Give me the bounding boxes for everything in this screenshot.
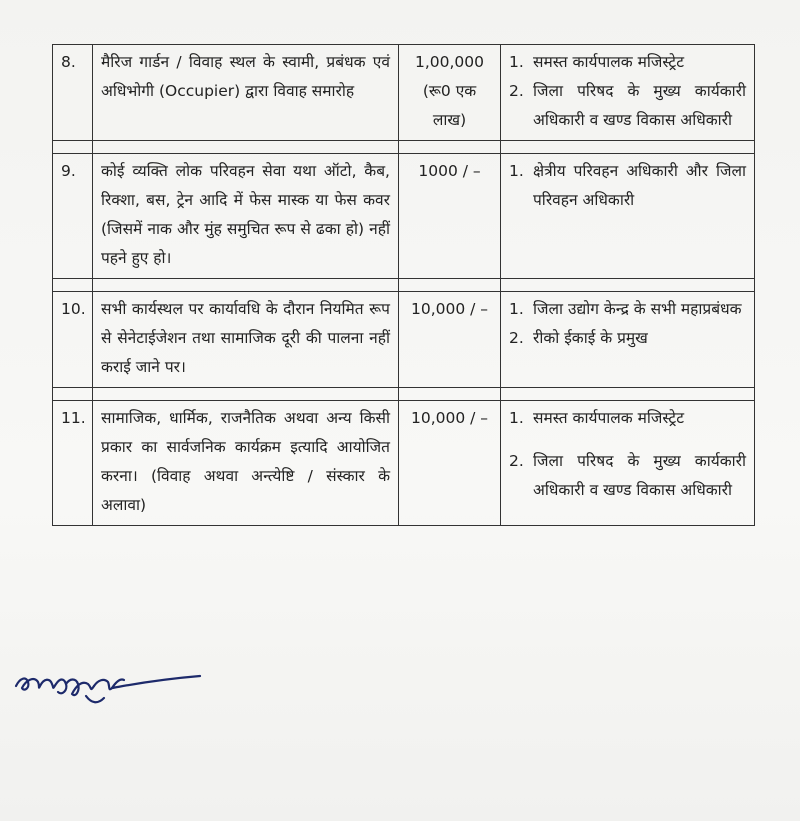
list-item	[509, 324, 746, 353]
penalty-amount: 10,000 / –	[399, 401, 501, 526]
authority-name: जिला परिषद के मुख्य कार्यकारी अधिकारी व खण्ड विकास अधिकारी	[533, 452, 746, 499]
list-item	[509, 404, 746, 433]
table-row	[53, 154, 755, 279]
table-row	[53, 45, 755, 141]
signature-stroke	[16, 676, 200, 702]
authority-cell	[501, 45, 755, 141]
list-item	[509, 157, 746, 215]
serial-number: 8.	[53, 45, 93, 141]
offence-description: सामाजिक, धार्मिक, राजनैतिक अथवा अन्य किसी प्रकार का सार्वजनिक कार्यक्रम इत्यादि आयोजित करना। (विवाह अथवा अन्त्येष्टि / संस्कार के अलावा)	[93, 401, 399, 526]
list-item	[509, 295, 746, 324]
authority-cell	[501, 154, 755, 279]
authority-name: समस्त कार्यपालक मजिस्ट्रेट	[533, 53, 685, 71]
authority-name: जिला उद्योग केन्द्र के सभी महाप्रबंधक	[533, 300, 742, 318]
authority-list	[509, 404, 746, 505]
offence-description: मैरिज गार्डन / विवाह स्थल के स्वामी, प्रबंधक एवं अधिभोगी (Occupier) द्वारा विवाह समारोह	[93, 45, 399, 141]
serial-number: 9.	[53, 154, 93, 279]
item-number: 2.	[509, 82, 524, 100]
penalty-amount: 1,00,000 (रू0 एक लाख)	[399, 45, 501, 141]
list-item	[509, 447, 746, 505]
serial-number: 10.	[53, 292, 93, 388]
row-separator	[53, 279, 93, 292]
authority-name: जिला परिषद के मुख्य कार्यकारी अधिकारी व खण्ड विकास अधिकारी	[533, 82, 746, 129]
authority-list	[509, 48, 746, 135]
authority-cell	[501, 292, 755, 388]
item-number: 1.	[509, 53, 524, 71]
table-row	[53, 401, 755, 526]
signature	[12, 652, 222, 722]
penalty-amount: 10,000 / –	[399, 292, 501, 388]
penalty-amount: 1000 / –	[399, 154, 501, 279]
item-number: 1.	[509, 409, 524, 427]
list-item	[509, 77, 746, 135]
item-number: 1.	[509, 300, 524, 318]
authority-list	[509, 295, 746, 353]
authority-list	[509, 157, 746, 215]
row-separator	[53, 388, 93, 401]
penalty-table	[52, 44, 755, 526]
item-number: 1.	[509, 162, 524, 180]
serial-number: 11.	[53, 401, 93, 526]
authority-name: रीको ईकाई के प्रमुख	[533, 329, 648, 347]
authority-name: क्षेत्रीय परिवहन अधिकारी और जिला परिवहन अधिकारी	[533, 162, 746, 209]
list-item	[509, 48, 746, 77]
authority-cell	[501, 401, 755, 526]
offence-description: सभी कार्यस्थल पर कार्यावधि के दौरान नियमित रूप से सेनेटाईजेशन तथा सामाजिक दूरी की पालना नहीं कराई जाने पर।	[93, 292, 399, 388]
authority-name: समस्त कार्यपालक मजिस्ट्रेट	[533, 409, 685, 427]
item-number: 2.	[509, 329, 524, 347]
item-number: 2.	[509, 452, 524, 470]
offence-description: कोई व्यक्ति लोक परिवहन सेवा यथा ऑटो, कैब, रिक्शा, बस, ट्रेन आदि में फेस मास्क या फेस कवर (जिसमें नाक और मुंह समुचित रूप से ढका हो) नहीं पहने हुए हो।	[93, 154, 399, 279]
row-separator	[53, 141, 93, 154]
table-row	[53, 292, 755, 388]
